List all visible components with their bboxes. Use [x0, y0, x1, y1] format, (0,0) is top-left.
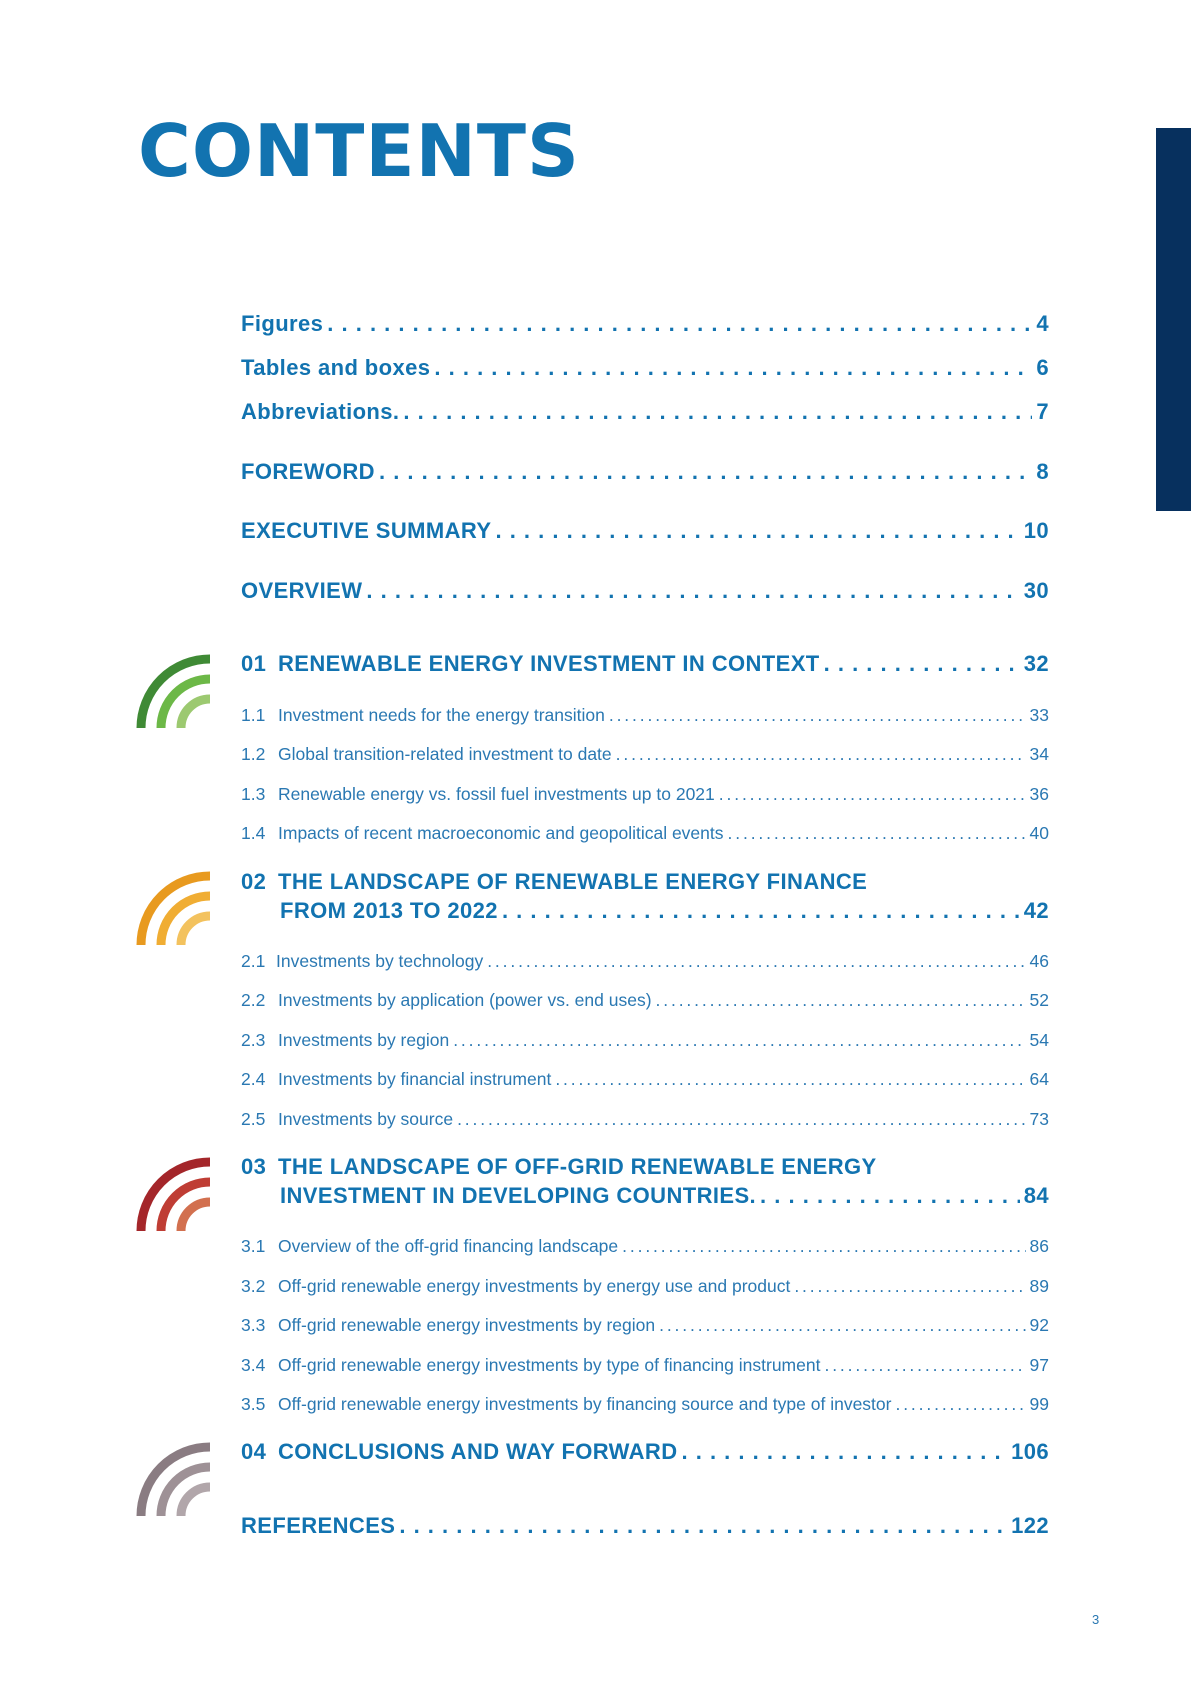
chapter-title-line2: FROM 2013 TO 2022 — [280, 898, 498, 923]
toc-label: Figures — [241, 311, 324, 336]
page-title: CONTENTS — [138, 109, 580, 193]
chapter-number: 03 — [241, 1154, 267, 1179]
chapter-side-tab — [1156, 128, 1191, 511]
page-number: 3 — [1092, 1612, 1100, 1627]
toc-section-3-1[interactable]: 3.1 Overview of the off-grid financing landscape . . . 86 — [241, 1236, 1049, 1257]
toc-entry-figures[interactable] — [241, 311, 1049, 337]
chapter-number: 02 — [241, 869, 267, 894]
chapter-title: RENEWABLE ENERGY INVESTMENT IN CONTEXT — [278, 651, 820, 676]
toc-section-2-3[interactable]: 2.3 Investments by region . . . 54 — [241, 1030, 1049, 1051]
toc-section-1-3[interactable]: 1.3 Renewable energy vs. fossil fuel investments up to 2021 . . . 36 — [241, 784, 1049, 805]
toc-section-1-1[interactable]: 1.1 Investment needs for the energy transition . . . 33 — [241, 705, 1049, 726]
toc-entry-overview[interactable] — [241, 578, 1049, 604]
chapter-number: 01 — [241, 651, 267, 676]
toc-chapter-02[interactable] — [280, 898, 1049, 924]
toc-page: 4 — [1036, 311, 1049, 336]
toc-entry-tables-and-boxes[interactable] — [241, 355, 1049, 381]
toc-section-3-3[interactable]: 3.3 Off-grid renewable energy investments by region . . . 92 — [241, 1315, 1049, 1336]
toc-page: 84 — [1023, 1183, 1049, 1208]
chapter-title-line1: THE LANDSCAPE OF RENEWABLE ENERGY FINANCE — [278, 869, 868, 894]
toc-entry-executive-summary[interactable] — [241, 518, 1049, 544]
toc-section-2-4[interactable]: 2.4 Investments by financial instrument . . . 64 — [241, 1069, 1049, 1090]
toc-section-3-2[interactable]: 3.2 Off-grid renewable energy investments by energy use and product . . . 89 — [241, 1276, 1049, 1297]
toc-section-2-5[interactable]: 2.5 Investments by source . . . 73 — [241, 1109, 1049, 1130]
toc-page: 30 — [1023, 578, 1049, 603]
toc-label: REFERENCES — [241, 1513, 396, 1538]
toc-entry-abbreviations[interactable] — [241, 399, 1049, 425]
chapter-02-signal-arcs-icon — [136, 871, 212, 947]
toc-page: 7 — [1036, 399, 1049, 424]
chapter-title: CONCLUSIONS AND WAY FORWARD — [278, 1439, 678, 1464]
toc-section-1-4[interactable]: 1.4 Impacts of recent macroeconomic and geopolitical events . . . 40 — [241, 823, 1049, 844]
chapter-01-signal-arcs-icon — [136, 654, 212, 730]
toc-section-3-4[interactable]: 3.4 Off-grid renewable energy investments by type of financing instrument . . . 97 — [241, 1355, 1049, 1376]
toc-label: Abbreviations. — [241, 399, 400, 424]
toc-label: OVERVIEW — [241, 578, 363, 603]
toc-chapter-02-heading[interactable] — [241, 869, 867, 895]
toc-section-2-1[interactable]: 2.1 Investments by technology . . . 46 — [241, 951, 1049, 972]
toc-label: EXECUTIVE SUMMARY — [241, 518, 492, 543]
toc-chapter-03-heading[interactable] — [241, 1154, 877, 1180]
chapter-03-signal-arcs-icon — [136, 1157, 212, 1233]
chapter-number: 04 — [241, 1439, 267, 1464]
toc-chapter-01[interactable] — [241, 651, 1049, 677]
toc-page: 8 — [1036, 459, 1049, 484]
toc-section-2-2[interactable]: 2.2 Investments by application (power vs. end uses) . . . 52 — [241, 990, 1049, 1011]
toc-entry-references[interactable] — [241, 1513, 1049, 1539]
toc-section-3-5[interactable]: 3.5 Off-grid renewable energy investments by financing source and type of investor . . . 99 — [241, 1394, 1049, 1415]
toc-page: 32 — [1023, 651, 1049, 676]
toc-chapter-03[interactable] — [280, 1183, 1049, 1209]
toc-entry-foreword[interactable] — [241, 459, 1049, 485]
toc-label: Tables and boxes — [241, 355, 431, 380]
chapter-title-line1: THE LANDSCAPE OF OFF-GRID RENEWABLE ENERGY — [278, 1154, 877, 1179]
toc-chapter-04[interactable] — [241, 1439, 1049, 1465]
chapter-04-signal-arcs-icon — [136, 1442, 212, 1518]
chapter-title-line2: INVESTMENT IN DEVELOPING COUNTRIES. — [280, 1183, 757, 1208]
toc-page: 6 — [1036, 355, 1049, 380]
toc-section-1-2[interactable]: 1.2 Global transition-related investment to date . . . 34 — [241, 744, 1049, 765]
toc-page: 106 — [1011, 1439, 1049, 1464]
toc-page: 10 — [1023, 518, 1049, 543]
toc-page: 42 — [1023, 898, 1049, 923]
toc-page: 122 — [1011, 1513, 1049, 1538]
toc-label: FOREWORD — [241, 459, 375, 484]
